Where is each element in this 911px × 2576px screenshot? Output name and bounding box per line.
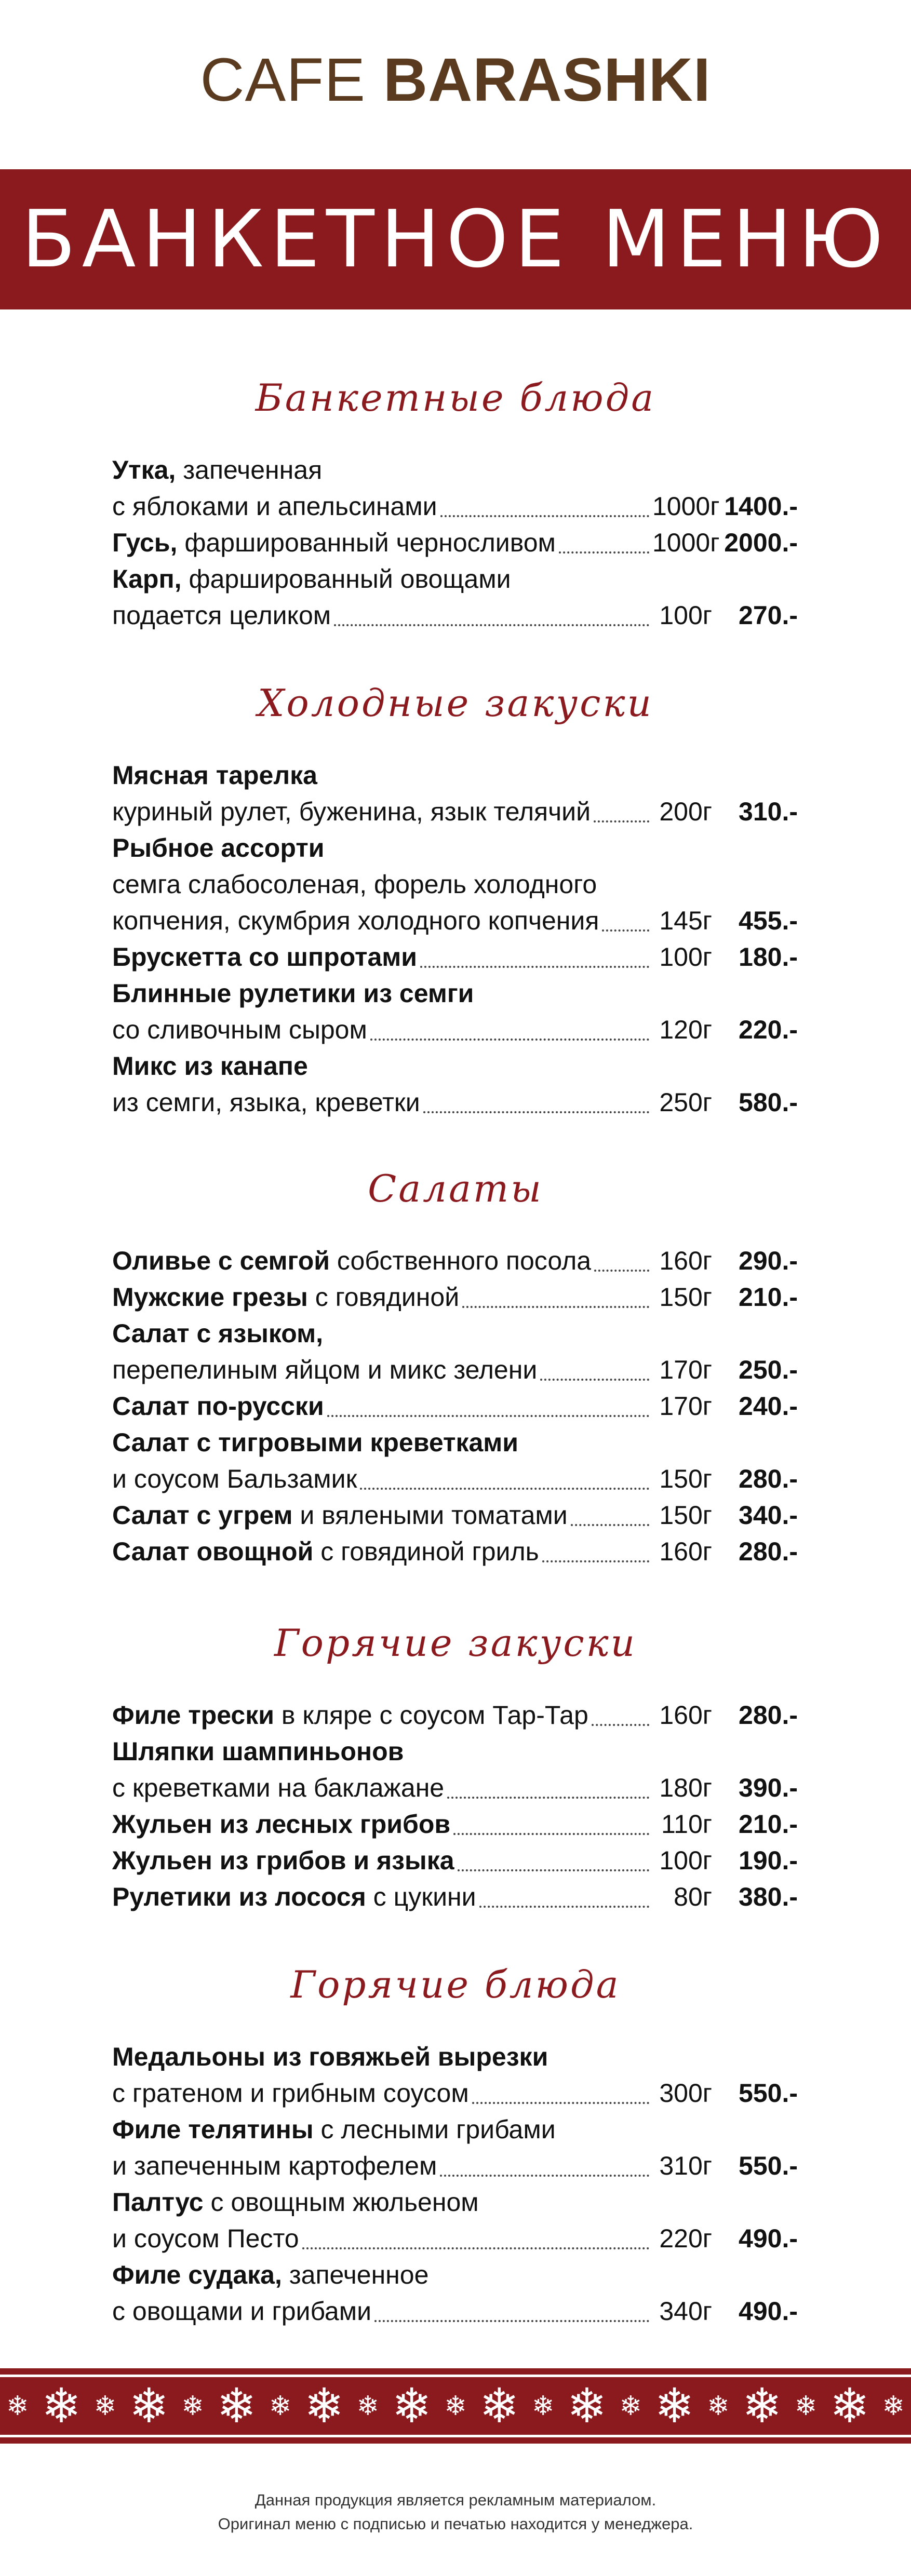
- dish-price: 210.-: [739, 1283, 798, 1312]
- dish-detail: и соусом Песто: [112, 2224, 299, 2253]
- dot-leader: [447, 1797, 649, 1799]
- dish-price: 455.-: [739, 906, 798, 935]
- dish-detail: с овощами и грибами: [112, 2297, 372, 2326]
- dish-description: [112, 866, 597, 902]
- dish-weight: 150г: [659, 1464, 712, 1493]
- dish-price: 250.-: [739, 1355, 798, 1384]
- dish-name: Мужские грезы: [112, 1283, 308, 1312]
- dot-leader: [462, 1306, 649, 1308]
- menu-line: [112, 2257, 798, 2293]
- dish-detail: и запеченным картофелем: [112, 2151, 437, 2180]
- snowflake-icon: ❄: [567, 2380, 607, 2433]
- dish-description: [112, 1533, 539, 1570]
- dot-leader: [479, 1906, 649, 1908]
- section-title: Салаты: [368, 1167, 543, 1210]
- snowflake-icon: ❄: [93, 2391, 117, 2421]
- dish-description: [112, 902, 599, 939]
- menu-line: [112, 1084, 798, 1121]
- dish-weight: 120г: [659, 1015, 712, 1044]
- dish-description: [112, 1770, 444, 1806]
- snowflake-band: [0, 2368, 911, 2444]
- dot-leader: [370, 1039, 649, 1041]
- dish-detail: запеченная: [176, 455, 323, 484]
- dot-leader: [594, 1270, 649, 1272]
- menu-line: [112, 757, 798, 793]
- dish-detail: со сливочным сыром: [112, 1015, 367, 1044]
- dish-weight: 220г: [659, 2224, 712, 2253]
- snowflake-icon: ❄: [882, 2391, 905, 2421]
- snowflake-icon: ❄: [444, 2391, 467, 2421]
- menu-line: [112, 561, 798, 597]
- menu-line: [112, 1806, 798, 1842]
- dish-description: [112, 1733, 404, 1770]
- dish-price: 280.-: [739, 1464, 798, 1493]
- dish-description: [112, 1879, 476, 1915]
- dish-detail: с креветками на баклажане: [112, 1773, 445, 1802]
- dish-description: [112, 1388, 324, 1424]
- dish-detail: и соусом Бальзамик: [112, 1464, 357, 1493]
- dish-weight: 160г: [659, 1701, 712, 1730]
- dish-name: Рулетики из лосося: [112, 1882, 366, 1911]
- dish-detail: куриный рулет, буженина, язык телячий: [112, 797, 591, 826]
- dish-price: 210.-: [739, 1810, 798, 1839]
- dish-description: [112, 2220, 299, 2257]
- dish-price: 490.-: [739, 2297, 798, 2326]
- dot-leader: [594, 820, 649, 822]
- dish-detail: собственного посола: [330, 1246, 592, 1275]
- menu-line: [112, 2075, 798, 2111]
- dot-leader: [540, 1379, 649, 1381]
- dish-name: Салат с угрем: [112, 1501, 293, 1530]
- dish-weight: 160г: [659, 1246, 712, 1275]
- dot-leader: [420, 966, 649, 968]
- dish-detail: с овощным жюльеном: [203, 2188, 479, 2217]
- dish-name: Гусь,: [112, 528, 178, 557]
- menu-line: [112, 1243, 798, 1279]
- menu-line: [112, 1697, 798, 1733]
- dish-description: [112, 1497, 568, 1533]
- menu-line: [112, 1533, 798, 1570]
- dish-price: 580.-: [739, 1088, 798, 1117]
- dish-price: 220.-: [739, 1015, 798, 1044]
- dish-description: [112, 1048, 308, 1084]
- dish-price: 190.-: [739, 1846, 798, 1875]
- snowflake-icon: ❄: [269, 2391, 292, 2421]
- dish-name: Карп,: [112, 564, 182, 594]
- dish-description: [112, 757, 317, 793]
- snowflake-icon: ❄: [742, 2380, 782, 2433]
- menu-line: [112, 1461, 798, 1497]
- dish-price: 550.-: [739, 2079, 798, 2108]
- dish-description: [112, 488, 437, 524]
- section-title: Горячие закуски: [274, 1621, 637, 1665]
- snowflake-icon: ❄: [654, 2380, 695, 2433]
- snowflake-icon: ❄: [129, 2380, 169, 2433]
- dish-name: Палтус: [112, 2188, 204, 2217]
- dish-name: Филе судака,: [112, 2260, 282, 2289]
- dot-leader: [559, 551, 649, 554]
- menu-line: [112, 1842, 798, 1879]
- menu-line: [112, 452, 798, 488]
- menu-line: [112, 1279, 798, 1315]
- dish-description: [112, 1352, 537, 1388]
- dot-leader: [334, 624, 649, 626]
- menu-line: [112, 1011, 798, 1048]
- cafe-logo: [0, 46, 911, 114]
- dish-description: [112, 2184, 479, 2220]
- dish-name: Филе телятины: [112, 2115, 314, 2144]
- snowflake-icon: ❄: [181, 2391, 204, 2421]
- dish-description: [112, 1461, 357, 1497]
- dish-name: Рыбное ассорти: [112, 833, 325, 862]
- dot-leader: [440, 2175, 649, 2177]
- dish-name: Брускетта со шпротами: [112, 942, 418, 972]
- dish-weight: 170г: [659, 1392, 712, 1421]
- dish-description: [112, 1424, 518, 1461]
- menu-line: [112, 830, 798, 866]
- menu-line: [112, 866, 798, 902]
- menu-line: [112, 939, 798, 975]
- footer-line-2: Оригинал меню с подписью и печатью находится у менеджера.: [218, 2515, 693, 2533]
- menu-line: [112, 488, 798, 524]
- dish-name: Салат по-русски: [112, 1392, 324, 1421]
- title-banner: [0, 169, 911, 309]
- dish-detail: запеченное: [282, 2260, 429, 2289]
- section-title: Горячие блюда: [290, 1963, 621, 2006]
- dish-weight: 100г: [659, 1846, 712, 1875]
- menu-line: [112, 1770, 798, 1806]
- snowflake-icon: ❄: [707, 2391, 730, 2421]
- snowflake-icon: ❄: [479, 2380, 519, 2433]
- dish-name: Филе трески: [112, 1701, 274, 1730]
- dish-description: [112, 2257, 428, 2293]
- dish-weight: 80г: [674, 1882, 712, 1911]
- dot-leader: [542, 1560, 649, 1562]
- dish-description: [112, 524, 556, 561]
- dot-leader: [302, 2247, 649, 2249]
- section-title: Банкетные блюда: [255, 376, 656, 420]
- dish-name: Микс из канапе: [112, 1051, 308, 1081]
- dish-description: [112, 1697, 588, 1733]
- dot-leader: [440, 515, 649, 517]
- dot-leader: [602, 929, 649, 932]
- logo-light-text: CAFE: [200, 46, 366, 114]
- dish-weight: 180г: [659, 1773, 712, 1802]
- dish-detail: фаршированный черносливом: [177, 528, 556, 557]
- footer-line-1: Данная продукция является рекламным материалом.: [254, 2491, 657, 2509]
- dish-name: Жульен из лесных грибов: [112, 1810, 451, 1839]
- dish-detail: в кляре с соусом Тар-Тар: [274, 1701, 588, 1730]
- dish-weight: 1000г: [652, 492, 720, 521]
- dish-detail: с лесными грибами: [313, 2115, 556, 2144]
- dish-description: [112, 2148, 437, 2184]
- dish-name: Оливье с семгой: [112, 1246, 330, 1275]
- menu-line: [112, 2111, 798, 2148]
- dish-name: Салат овощной: [112, 1537, 314, 1566]
- menu-line: [112, 2148, 798, 2184]
- menu-line: [112, 1315, 798, 1352]
- snowflake-icon: ❄: [794, 2391, 818, 2421]
- snowflake-icon: ❄: [829, 2380, 870, 2433]
- dish-weight: 100г: [659, 942, 712, 972]
- dot-leader: [472, 2102, 649, 2104]
- menu-title: БАНКЕТНОЕ МЕНЮ: [21, 193, 890, 285]
- menu-line: [112, 1879, 798, 1915]
- dish-description: [112, 452, 322, 488]
- dish-description: [112, 1084, 420, 1121]
- dish-description: [112, 939, 417, 975]
- dot-leader: [453, 1833, 649, 1835]
- menu-line: [112, 2293, 798, 2329]
- dish-weight: 200г: [659, 797, 712, 826]
- dish-detail: с говядиной: [307, 1283, 460, 1312]
- dish-price: 240.-: [739, 1392, 798, 1421]
- menu-line: [112, 1352, 798, 1388]
- menu-line: [112, 2220, 798, 2257]
- snowflake-icon: ❄: [41, 2380, 82, 2433]
- dish-detail: с гратеном и грибным соусом: [112, 2079, 469, 2108]
- dot-leader: [592, 1724, 649, 1726]
- dish-price: 290.-: [739, 1246, 798, 1275]
- menu-line: [112, 2184, 798, 2220]
- dot-leader: [327, 1415, 649, 1417]
- dish-description: [112, 830, 324, 866]
- menu-line: [112, 597, 798, 633]
- dish-detail: с цукини: [366, 1882, 476, 1911]
- dish-detail: копчения, скумбрия холодного копчения: [112, 906, 599, 935]
- dish-name: Блинные рулетики из семги: [112, 979, 474, 1008]
- dot-leader: [374, 2320, 649, 2322]
- snowflake-row: [0, 2380, 911, 2432]
- dish-name: Мясная тарелка: [112, 761, 317, 790]
- dish-weight: 110г: [661, 1810, 712, 1839]
- dish-detail: с говядиной гриль: [313, 1537, 539, 1566]
- dish-price: 490.-: [739, 2224, 798, 2253]
- menu-line: [112, 1048, 798, 1084]
- dish-weight: 300г: [659, 2079, 712, 2108]
- dish-weight: 160г: [659, 1537, 712, 1566]
- dish-price: 550.-: [739, 2151, 798, 2180]
- dish-weight: 150г: [659, 1283, 712, 1312]
- dish-detail: семга слабосоленая, форель холодного: [112, 870, 597, 899]
- dish-name: Салат с языком,: [112, 1319, 324, 1348]
- dish-name: Медальоны из говяжьей вырезки: [112, 2042, 548, 2071]
- dot-leader: [458, 1869, 649, 1871]
- snowflake-icon: ❄: [392, 2380, 432, 2433]
- dish-description: [112, 1243, 591, 1279]
- menu-line: [112, 1388, 798, 1424]
- dish-description: [112, 1842, 454, 1879]
- dish-detail: фаршированный овощами: [181, 564, 511, 594]
- dish-detail: из семги, языка, креветки: [112, 1088, 420, 1117]
- dish-name: Жульен из грибов и языка: [112, 1846, 454, 1875]
- dish-description: [112, 2111, 556, 2148]
- dish-description: [112, 2039, 548, 2075]
- logo-bold-text: BARASHKI: [383, 46, 711, 114]
- dot-leader: [360, 1488, 649, 1490]
- dish-price: 340.-: [739, 1501, 798, 1530]
- menu-line: [112, 524, 798, 561]
- dish-price: 270.-: [739, 601, 798, 630]
- dish-weight: 145г: [659, 906, 712, 935]
- dish-price: 2000.-: [724, 528, 798, 557]
- dish-weight: 1000г: [652, 528, 720, 557]
- dish-description: [112, 561, 511, 597]
- dish-weight: 100г: [659, 601, 712, 630]
- dish-weight: 250г: [659, 1088, 712, 1117]
- menu-line: [112, 975, 798, 1011]
- dish-price: 280.-: [739, 1537, 798, 1566]
- dish-description: [112, 793, 591, 830]
- dish-price: 1400.-: [724, 492, 798, 521]
- section-title: Холодные закуски: [258, 681, 653, 725]
- snowflake-icon: ❄: [356, 2391, 380, 2421]
- dish-price: 310.-: [739, 797, 798, 826]
- dot-leader: [423, 1111, 649, 1113]
- dish-description: [112, 1011, 367, 1048]
- menu-line: [112, 793, 798, 830]
- snowflake-icon: ❄: [531, 2391, 555, 2421]
- dish-weight: 170г: [659, 1355, 712, 1384]
- snowflake-icon: ❄: [619, 2391, 642, 2421]
- snowflake-icon: ❄: [6, 2391, 29, 2421]
- dish-description: [112, 1315, 323, 1352]
- dish-name: Шляпки шампиньонов: [112, 1737, 404, 1766]
- menu-line: [112, 1497, 798, 1533]
- menu-line: [112, 902, 798, 939]
- dish-name: Утка,: [112, 455, 176, 484]
- dish-price: 180.-: [739, 942, 798, 972]
- snowflake-icon: ❄: [216, 2380, 257, 2433]
- dish-price: 280.-: [739, 1701, 798, 1730]
- dot-leader: [571, 1524, 649, 1526]
- dish-description: [112, 2075, 469, 2111]
- dish-detail: перепелиным яйцом и микс зелени: [112, 1355, 538, 1384]
- dish-weight: 150г: [659, 1501, 712, 1530]
- dish-description: [112, 597, 331, 633]
- dish-detail: и вялеными томатами: [292, 1501, 568, 1530]
- snowflake-icon: ❄: [304, 2380, 344, 2433]
- dish-price: 390.-: [739, 1773, 798, 1802]
- dish-description: [112, 975, 474, 1011]
- dish-name: Салат с тигровыми креветками: [112, 1428, 519, 1457]
- dish-detail: с яблоками и апельсинами: [112, 492, 437, 521]
- menu-line: [112, 1424, 798, 1461]
- dish-weight: 340г: [659, 2297, 712, 2326]
- dish-description: [112, 1806, 450, 1842]
- dish-price: 380.-: [739, 1882, 798, 1911]
- menu-line: [112, 2039, 798, 2075]
- dish-weight: 310г: [659, 2151, 712, 2180]
- dish-detail: подается целиком: [112, 601, 331, 630]
- menu-line: [112, 1733, 798, 1770]
- dish-description: [112, 1279, 459, 1315]
- dish-description: [112, 2293, 371, 2329]
